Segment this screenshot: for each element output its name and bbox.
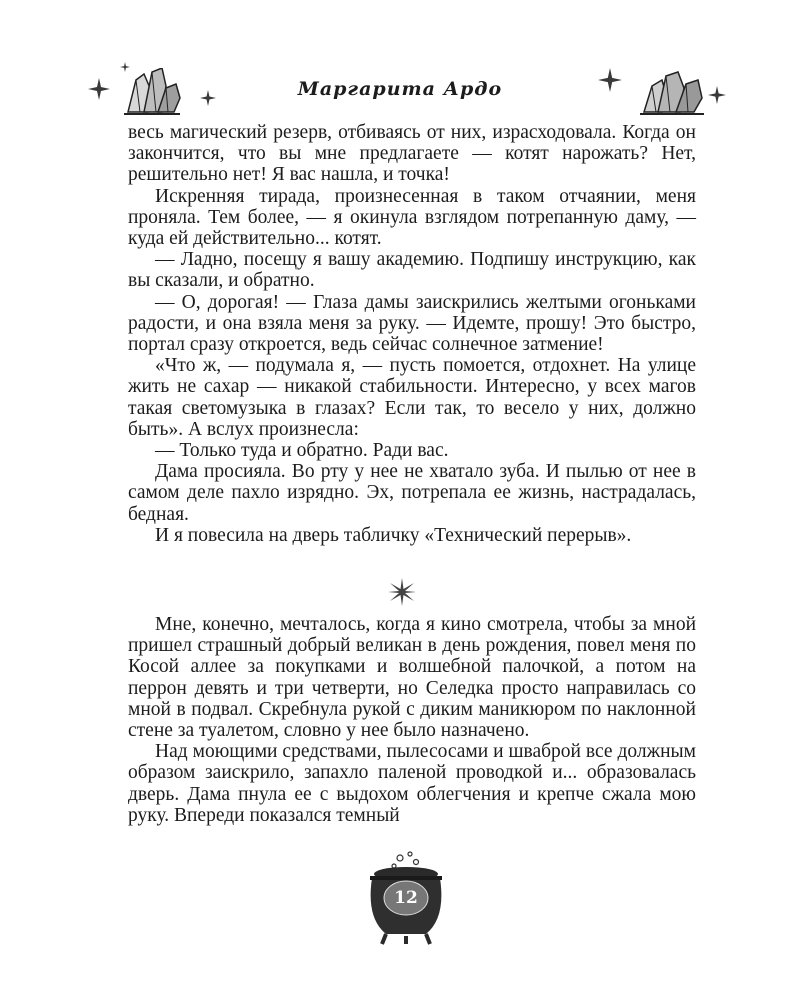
page-number: 12 — [394, 888, 418, 908]
page-header — [0, 60, 800, 130]
section-separator-star-icon — [388, 578, 416, 606]
paragraph: Искренняя тирада, произнесенная в таком отчаянии, меня проняла. Тем более, — я окинула взглядом потрепанную даму, — куда ей действительно... котят. — [128, 185, 696, 250]
sparkle-icon — [598, 68, 622, 92]
paragraph: — О, дорогая! — Глаза дамы заискрились желтыми огоньками радости, и она взяла меня за руку. — Идемте, прошу! Это быстро, портал сразу откроется, ведь сейчас солнечное затмение! — [128, 291, 696, 356]
body-text-part2 — [128, 614, 696, 826]
sparkle-icon — [708, 86, 726, 104]
paragraph: И я повесила на дверь табличку «Технический перерыв». — [155, 524, 632, 546]
paragraph: Над моющими средствами, пылесосами и шваброй все должным образом заискрило, запахло паленой проводкой и... образовалась дверь. Дама пнула ее с выдохом облегчения и крепче сжала мою руку. Впереди показался темный — [128, 741, 696, 826]
paragraph: весь магический резерв, отбиваясь от них, израсходовала. Когда он закончится, что вы мне предлагаете — котят нарожать? Нет, решительно нет! Я вас нашла, и точка! — [128, 122, 696, 186]
paragraph: Дама просияла. Во рту у нее не хватало зуба. И пылью от нее в самом деле пахло изрядно. Эх, потрепала ее жизнь, настрадалась, бедная. — [128, 461, 696, 525]
crystal-icon — [640, 70, 704, 116]
paragraph: Мне, конечно, мечталось, когда я кино смотрела, чтобы за мной пришел страшный добрый великан в день рождения, повел меня по Косой аллее за покупками и волшебной палочкой, а потом на перрон девять и три четверти, но Селедка просто направилась со мной в подвал. Скребнула рукой с диким маникюром по наклонной стене за туалетом, словно у нее было назначено. — [128, 614, 696, 742]
body-text-part1 — [128, 122, 696, 546]
paragraph: «Что ж, — подумала я, — пусть помоется, отдохнет. На улице жить не сахар — никакой стабильности. Интересно, у всех магов такая светомузыка в глазах? Если так, то весело у них, должно быть». А вслух произнесла: — [128, 355, 696, 440]
paragraph: — Только туда и обратно. Ради вас. — [155, 440, 449, 462]
running-title: Маргарита Ардо — [297, 78, 503, 100]
paragraph: — Ладно, посещу я вашу академию. Подпишу инструкцию, как вы сказали, и обратно. — [128, 249, 696, 292]
